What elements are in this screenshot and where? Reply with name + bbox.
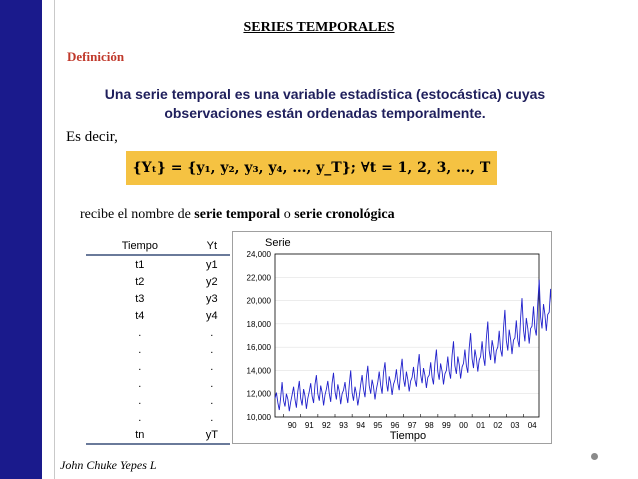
x-tick-label: 91 (304, 421, 314, 430)
table-cell: . (210, 326, 214, 339)
table-cell: . (138, 377, 142, 390)
table-cell: . (210, 343, 214, 356)
y-tick-label: 20,000 (246, 296, 271, 306)
section-subtitle: Definición (67, 49, 125, 64)
table-cell: yT (194, 426, 230, 444)
table-cell: y4 (206, 309, 218, 322)
table-row (86, 392, 230, 409)
table-cell: . (210, 411, 214, 424)
table-cell: . (138, 326, 142, 339)
chart-xlabel: Tiempo (389, 430, 427, 442)
table-row (86, 273, 230, 290)
page-title: SERIES TEMPORALES (243, 20, 395, 35)
table-cell: . (210, 377, 214, 390)
y-tick-label: 22,000 (246, 273, 271, 283)
x-tick-label: 97 (407, 421, 417, 430)
table-row (86, 324, 230, 341)
table-cell: . (210, 360, 214, 373)
x-tick-label: 03 (510, 421, 520, 430)
definition-text: Una serie temporal es una variable estadística (estocástica) cuyas observaciones están ordenadas temporalmente. (104, 86, 546, 121)
table-cell: t3 (135, 292, 145, 305)
x-tick-label: 98 (424, 421, 434, 430)
x-tick-label: 90 (287, 421, 297, 430)
recibe-text (80, 207, 395, 223)
table-cell: . (138, 343, 142, 356)
table-cell: y3 (206, 292, 218, 305)
table-row (86, 341, 230, 358)
table-row (86, 409, 230, 426)
x-tick-label: 02 (493, 421, 503, 430)
x-tick-label: 01 (476, 421, 486, 430)
table-cell: t4 (135, 309, 145, 322)
slide-dot (591, 453, 598, 460)
table-cell: . (210, 394, 214, 407)
table-header-row (86, 238, 230, 255)
header-tiempo: Tiempo (86, 238, 194, 255)
x-tick-label: 92 (321, 421, 331, 430)
chart-x-ticks (284, 414, 538, 430)
formula-box (126, 151, 497, 185)
term-serie-cronologica: serie cronológica (294, 207, 395, 222)
x-tick-label: 99 (441, 421, 451, 430)
chart-title: Serie (265, 237, 291, 249)
table-row (86, 358, 230, 375)
series-line (275, 260, 551, 411)
table-row (86, 426, 230, 444)
x-tick-label: 95 (373, 421, 383, 430)
y-tick-label: 12,000 (246, 389, 271, 399)
time-series-table (86, 238, 230, 445)
term-serie-temporal: serie temporal (194, 207, 281, 222)
table-cell: . (138, 360, 142, 373)
table-row (86, 375, 230, 392)
table-cell: tn (86, 426, 194, 444)
table-row (86, 290, 230, 307)
table-cell: . (138, 394, 142, 407)
y-tick-label: 10,000 (246, 413, 271, 422)
table-cell: y1 (206, 258, 218, 271)
table-row (86, 307, 230, 324)
y-tick-label: 16,000 (246, 343, 271, 353)
table-cell: . (138, 411, 142, 424)
recibe-middle: o (280, 207, 295, 222)
table-row (86, 255, 230, 273)
data-table (86, 238, 230, 445)
es-decir-text: Es decir, (66, 129, 118, 145)
recibe-prefix: recibe el nombre de (80, 207, 195, 222)
formula-text: {Yₜ} = {y₁, y₂, y₃, y₄, …, y_T}; ∀t = 1, 2, 3, …, T (132, 160, 491, 176)
x-tick-label: 94 (356, 421, 366, 430)
x-tick-label: 93 (339, 421, 349, 430)
y-tick-label: 14,000 (246, 366, 271, 376)
table-cell: t1 (135, 258, 145, 271)
x-tick-label: 00 (459, 421, 469, 430)
series-chart-svg (233, 232, 551, 443)
author-name: John Chuke Yepes L (60, 458, 157, 472)
x-tick-label: 96 (390, 421, 400, 430)
y-tick-label: 18,000 (246, 319, 271, 329)
series-chart (232, 231, 552, 444)
header-yt: Yt (194, 238, 230, 255)
chart-y-ticks (247, 250, 272, 422)
x-tick-label: 04 (527, 421, 537, 430)
left-accent-bar (0, 0, 42, 479)
y-tick-label: 24,000 (246, 250, 271, 259)
table-cell: t2 (135, 275, 145, 288)
table-cell: y2 (206, 275, 218, 288)
left-divider-line (54, 0, 55, 479)
